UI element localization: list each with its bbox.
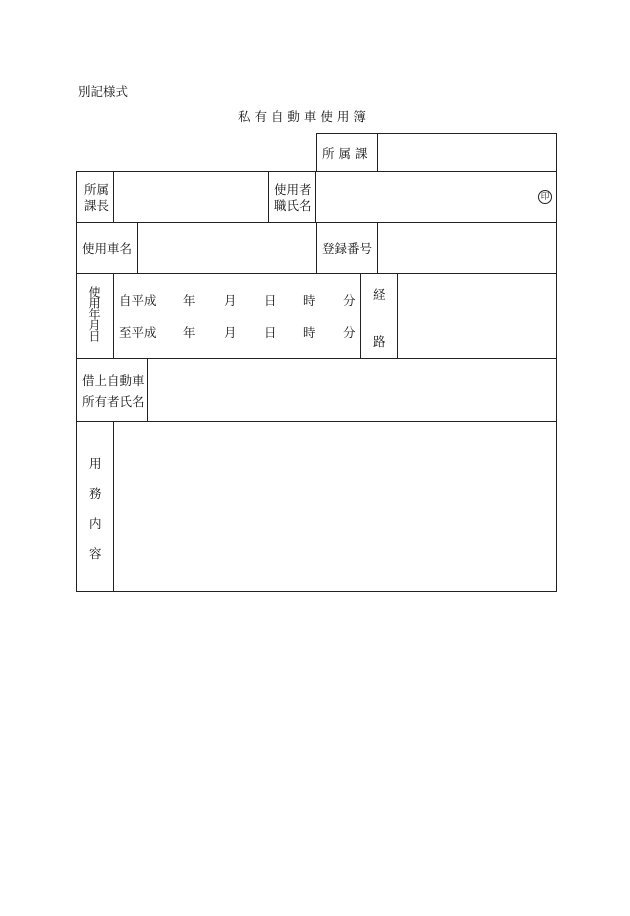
chief-label-line1: 所属 bbox=[84, 182, 110, 197]
dept-label: 所 属 課 bbox=[322, 146, 368, 161]
car-name-label: 使用車名 bbox=[82, 241, 133, 256]
route-label-2: 路 bbox=[373, 334, 386, 349]
to-prefix: 至平成 bbox=[119, 325, 157, 340]
table-line bbox=[316, 133, 317, 172]
to-hour-unit: 時 bbox=[303, 325, 316, 340]
from-prefix: 自平成 bbox=[119, 293, 157, 308]
table-line bbox=[360, 273, 361, 359]
from-minute-unit: 分 bbox=[343, 293, 356, 308]
purpose-label-2: 務 bbox=[89, 486, 102, 501]
table-line bbox=[76, 171, 77, 592]
chief-field[interactable] bbox=[114, 172, 268, 222]
purpose-label-1: 用 bbox=[89, 456, 102, 471]
owner-name-field[interactable] bbox=[148, 359, 556, 421]
purpose-field[interactable] bbox=[114, 422, 556, 591]
table-line bbox=[556, 133, 557, 592]
table-line bbox=[316, 222, 317, 274]
to-month-unit: 月 bbox=[224, 325, 237, 340]
reg-number-label: 登録番号 bbox=[322, 241, 373, 256]
dept-field[interactable] bbox=[378, 134, 556, 171]
table-line bbox=[76, 591, 557, 592]
to-day-unit: 日 bbox=[264, 325, 277, 340]
from-day-unit: 日 bbox=[264, 293, 277, 308]
chief-label-line2: 課長 bbox=[84, 198, 110, 213]
table-line bbox=[113, 273, 114, 359]
user-name-field[interactable] bbox=[316, 172, 536, 222]
route-label-1: 経 bbox=[373, 287, 386, 302]
purpose-label-3: 内 bbox=[89, 516, 102, 531]
form-label: 別記様式 bbox=[78, 84, 129, 99]
owner-label-line2: 所有者氏名 bbox=[82, 394, 145, 409]
to-minute-unit: 分 bbox=[343, 325, 356, 340]
to-year-unit: 年 bbox=[183, 325, 196, 340]
owner-label-line1: 借上自動車 bbox=[82, 373, 145, 388]
from-month-unit: 月 bbox=[224, 293, 237, 308]
seal-mark: 印 bbox=[538, 190, 552, 204]
from-hour-unit: 時 bbox=[303, 293, 316, 308]
from-year-unit: 年 bbox=[183, 293, 196, 308]
user-label-line1: 使用者 bbox=[274, 182, 312, 197]
purpose-label-4: 容 bbox=[89, 546, 102, 561]
form-title: 私 有 自 動 車 使 用 簿 bbox=[238, 109, 366, 124]
user-label-line2: 職氏名 bbox=[274, 198, 312, 213]
table-line bbox=[268, 171, 269, 223]
route-field[interactable] bbox=[398, 274, 556, 358]
car-name-field[interactable] bbox=[138, 223, 316, 273]
reg-number-field[interactable] bbox=[378, 223, 556, 273]
date-label: 使用年月日 bbox=[87, 286, 101, 341]
